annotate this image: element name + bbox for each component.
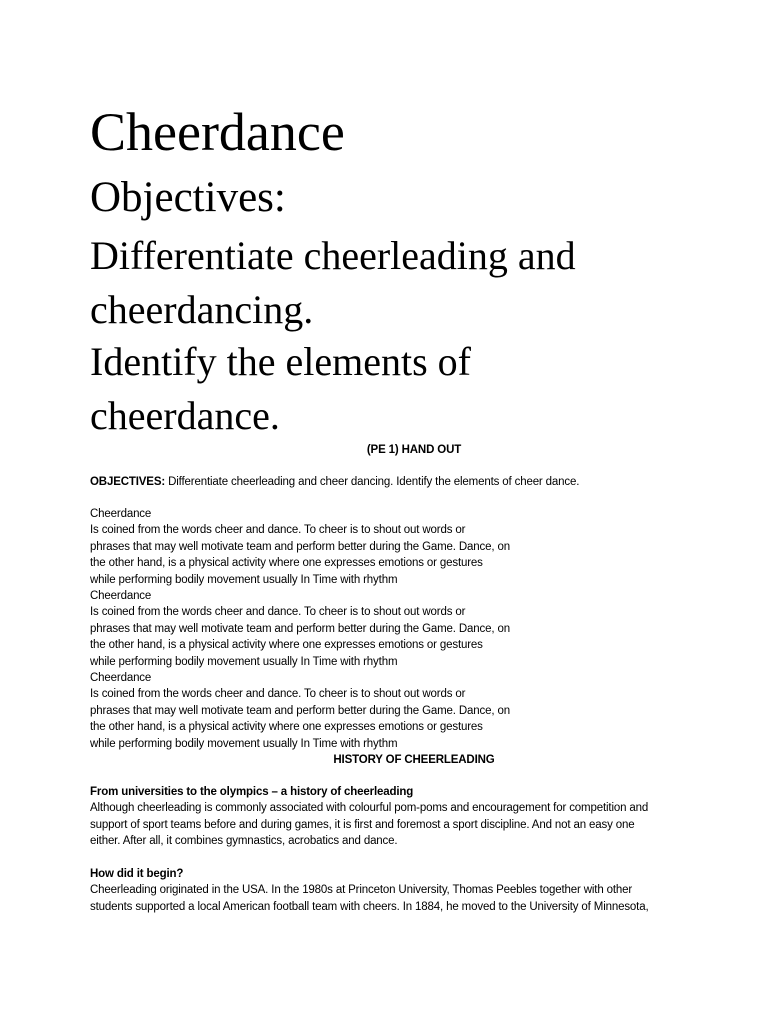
cheerdance-line: the other hand, is a physical activity where one expresses emotions or gestures [90,721,483,734]
cheerdance-line: phrases that may well motivate team and perform better during the Game. Dance, on [90,540,510,553]
history-line: Although cheerleading is commonly associated with colourful pom-poms and encouragement for competition and [90,802,649,815]
objectives-paragraph [90,474,579,490]
cheerdance-line: phrases that may well motivate team and perform better during the Game. Dance, on [90,704,510,717]
objectives-label: OBJECTIVES: [90,476,166,488]
cheerdance-line: phrases that may well motivate team and perform better during the Game. Dance, on [90,622,510,635]
history-section [90,784,730,850]
cheerdance-heading: Cheerdance [90,590,152,602]
history-subtitle: From universities to the olympics – a history of cheerleading [90,786,414,798]
cheerdance-line: Is coined from the words cheer and dance. To cheer is to shout out words or [90,688,466,701]
page-title: Cheerdance [90,102,345,162]
objective-line: Identify the elements of [90,339,471,384]
objectives-heading: Objectives: [90,174,286,221]
cheerdance-line: Is coined from the words cheer and dance. To cheer is to shout out words or [90,606,466,619]
begin-line: students supported a local American football team with cheers. In 1884, he moved to the University of Minnesota, [90,900,649,913]
begin-section [90,866,730,915]
cheerdance-block [90,588,730,670]
cheerdance-line: while performing bodily movement usually In Time with rhythm [90,737,398,750]
objectives-text: Differentiate cheerleading and cheer dancing. Identify the elements of cheer dance. [165,476,580,488]
objective-line: Differentiate cheerleading and [90,233,576,278]
cheerdance-heading: Cheerdance [90,508,152,520]
cheerdance-line: while performing bodily movement usually In Time with rhythm [90,655,398,668]
begin-heading: How did it begin? [90,868,184,880]
objective-line: cheerdance. [90,393,280,438]
objective-line: cheerdancing. [90,287,314,332]
cheerdance-block [90,670,730,752]
begin-line: Cheerleading originated in the USA. In the 1980s at Princeton University, Thomas Peebles together with other [90,884,633,897]
history-title: HISTORY OF CHEERLEADING [333,754,495,766]
cheerdance-line: the other hand, is a physical activity where one expresses emotions or gestures [90,557,483,570]
cheerdance-heading: Cheerdance [90,672,152,684]
cheerdance-block [90,506,730,588]
handout-title: (PE 1) HAND OUT [366,444,462,456]
history-line: either. After all, it combines gymnastics, acrobatics and dance. [90,835,398,848]
cheerdance-line: while performing bodily movement usually In Time with rhythm [90,573,398,586]
cheerdance-line: Is coined from the words cheer and dance. To cheer is to shout out words or [90,524,466,537]
cheerdance-line: the other hand, is a physical activity where one expresses emotions or gestures [90,639,483,652]
history-line: support of sport teams before and during games, it is first and foremost a sport discipline. And not an easy one [90,818,635,831]
